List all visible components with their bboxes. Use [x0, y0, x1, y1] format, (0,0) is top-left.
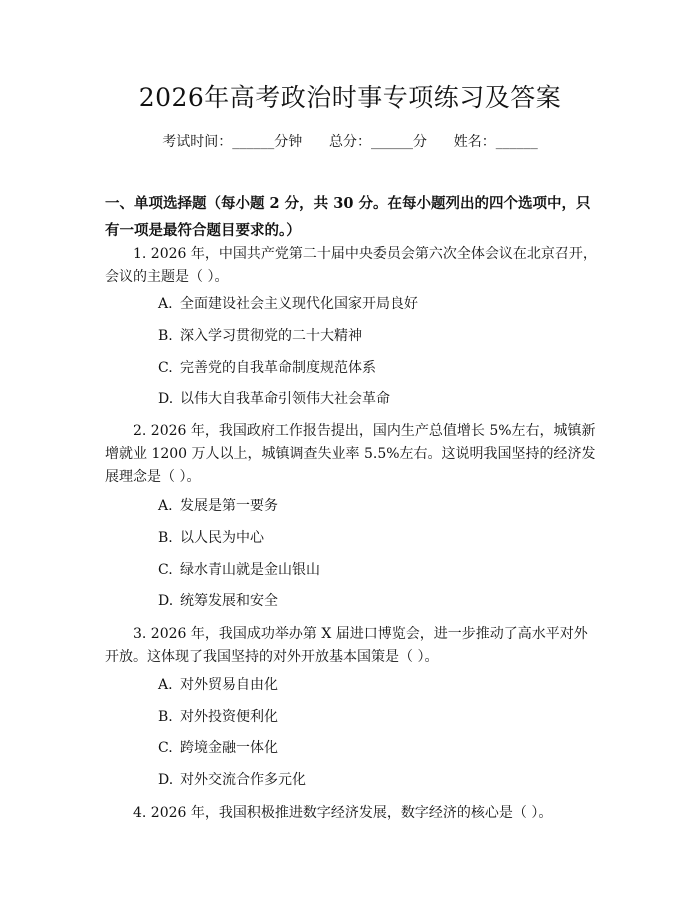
option-label: B.: [158, 709, 173, 725]
option-text: 完善党的自我革命制度规范体系: [180, 360, 376, 376]
option-text: 对外交流合作多元化: [180, 772, 306, 788]
question-2: 2. 2026 年，我国政府工作报告提出，国内生产总值增长 5%左右，城镇新增就业 1200 万人以上，城镇调查失业率 5.5%左右。这说明我国坚持的经济发展理念是（ ）。: [105, 423, 596, 485]
option-text: 全面建设社会主义现代化国家开局良好: [180, 296, 418, 312]
option-text: 深入学习贯彻党的二十大精神: [180, 328, 362, 344]
option-label: B.: [158, 328, 173, 344]
option-label: A.: [158, 498, 173, 514]
document-title: 2026年高考政治时事专项练习及答案: [138, 83, 562, 112]
option-text: 发展是第一要务: [180, 498, 278, 514]
question-3-option-c: [158, 738, 278, 758]
exam-info-line: 考试时间：______分钟 总分：______分 姓名：______: [162, 134, 538, 150]
question-3-option-a: [158, 675, 278, 695]
option-label: A.: [158, 296, 173, 312]
question-2-option-b: [158, 528, 264, 548]
question-2-option-d: [158, 591, 278, 611]
option-text: 以人民为中心: [180, 530, 264, 546]
option-text: 跨境金融一体化: [180, 740, 278, 756]
question-1-option-d: [158, 389, 390, 409]
option-text: 对外贸易自由化: [180, 677, 278, 693]
question-1-option-a: [158, 294, 418, 314]
option-label: B.: [158, 530, 173, 546]
option-text: 以伟大自我革命引领伟大社会革命: [180, 391, 390, 407]
option-text: 统筹发展和安全: [180, 593, 278, 609]
question-1-option-c: [158, 358, 376, 378]
option-label: C.: [158, 562, 173, 578]
question-4: 4. 2026 年，我国积极推进数字经济发展，数字经济的核心是（ ）。: [133, 805, 553, 821]
option-label: D.: [158, 772, 174, 788]
option-label: D.: [158, 593, 174, 609]
option-text: 绿水青山就是金山银山: [180, 562, 320, 578]
option-label: C.: [158, 360, 173, 376]
section-heading: 一、单项选择题（每小题 2 分，共 30 分。在每小题列出的四个选项中，只有一项是最符合题目要求的。）: [105, 195, 591, 239]
question-2-option-c: [158, 560, 320, 580]
question-1: 1. 2026 年，中国共产党第二十届中央委员会第六次全体会议在北京召开，会议的主题是（ ）。: [105, 246, 597, 285]
option-text: 对外投资便利化: [180, 709, 278, 725]
question-2-option-a: [158, 496, 278, 516]
option-label: A.: [158, 677, 173, 693]
question-1-option-b: [158, 326, 362, 346]
question-3-option-d: [158, 770, 306, 790]
option-label: D.: [158, 391, 174, 407]
question-3: 3. 2026 年，我国成功举办第 X 届进口博览会，进一步推动了高水平对外开放。这体现了我国坚持的对外开放基本国策是（ ）。: [105, 626, 588, 665]
question-3-option-b: [158, 707, 278, 727]
option-label: C.: [158, 740, 173, 756]
